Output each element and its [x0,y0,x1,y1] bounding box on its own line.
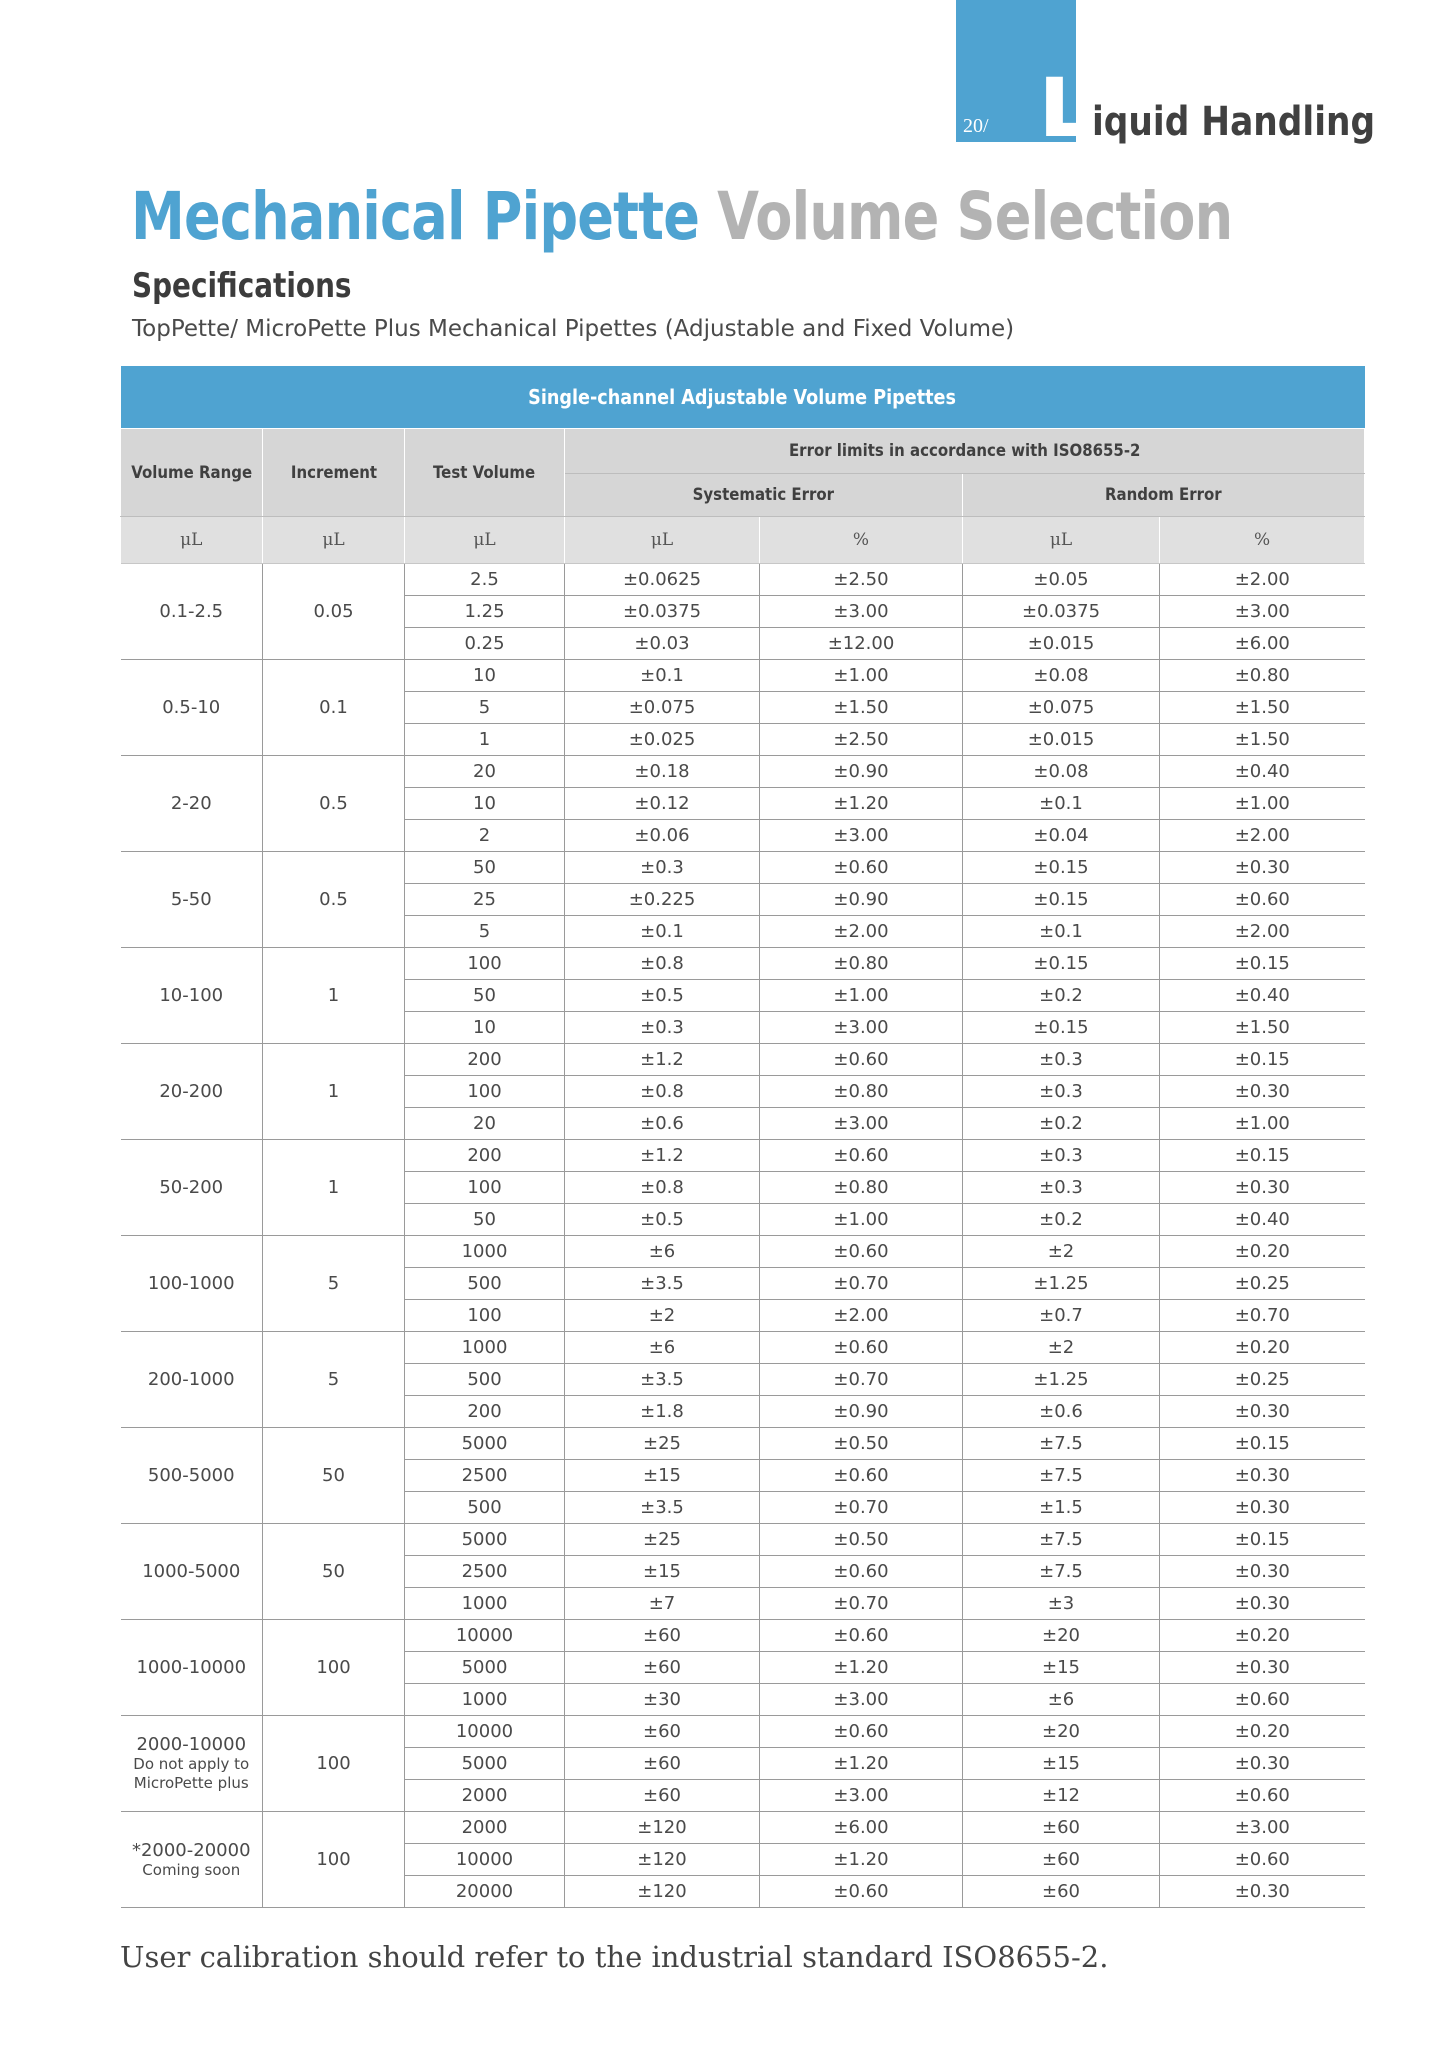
table-row [121,564,1365,596]
systematic-ul-cell: ±15 [565,1556,760,1588]
systematic-ul-cell: ±25 [565,1428,760,1460]
random-pct-cell: ±0.30 [1160,1460,1365,1492]
systematic-ul-cell: ±0.12 [565,788,760,820]
systematic-ul-cell: ±6 [565,1236,760,1268]
test-volume-cell: 5000 [405,1524,565,1556]
increment-cell: 50 [263,1428,405,1524]
volume-range-value: 5-50 [170,889,212,910]
random-ul-cell: ±0.1 [963,788,1160,820]
systematic-ul-cell: ±0.025 [565,724,760,756]
increment-cell: 5 [263,1236,405,1332]
table-row [121,1236,1365,1268]
systematic-ul-cell: ±0.18 [565,756,760,788]
random-ul-cell: ±0.3 [963,1076,1160,1108]
random-pct-cell: ±1.50 [1160,1012,1365,1044]
systematic-pct-cell: ±1.00 [760,1204,963,1236]
systematic-pct-cell: ±1.00 [760,660,963,692]
systematic-pct-cell: ±3.00 [760,1012,963,1044]
volume-range-value: 500-5000 [147,1465,235,1486]
systematic-ul-cell: ±120 [565,1812,760,1844]
volume-range-cell [121,1620,263,1716]
test-volume-cell: 1 [405,724,565,756]
volume-range-cell [121,660,263,756]
random-ul-cell: ±0.2 [963,980,1160,1012]
random-pct-cell: ±0.20 [1160,1716,1365,1748]
random-pct-cell: ±0.60 [1160,1844,1365,1876]
random-pct-cell: ±2.00 [1160,564,1365,596]
volume-range-cell [121,1428,263,1524]
systematic-ul-cell: ±0.1 [565,916,760,948]
random-ul-cell: ±0.015 [963,724,1160,756]
random-ul-cell: ±12 [963,1780,1160,1812]
random-pct-cell: ±0.60 [1160,1684,1365,1716]
unit-cell: % [760,517,963,564]
random-ul-cell: ±0.075 [963,692,1160,724]
systematic-ul-cell: ±0.5 [565,980,760,1012]
systematic-pct-cell: ±0.70 [760,1364,963,1396]
systematic-ul-cell: ±1.8 [565,1396,760,1428]
test-volume-cell: 500 [405,1364,565,1396]
test-volume-cell: 2000 [405,1812,565,1844]
page-number: 20/ [963,115,989,137]
increment-cell: 1 [263,1044,405,1140]
volume-range-value: 50-200 [159,1177,224,1198]
test-volume-cell: 200 [405,1044,565,1076]
test-volume-cell: 10000 [405,1844,565,1876]
random-pct-cell: ±1.00 [1160,1108,1365,1140]
test-volume-cell: 200 [405,1140,565,1172]
random-ul-cell: ±0.3 [963,1172,1160,1204]
systematic-pct-cell: ±0.60 [760,1716,963,1748]
systematic-ul-cell: ±60 [565,1748,760,1780]
volume-range-cell [121,948,263,1044]
systematic-ul-cell: ±0.3 [565,852,760,884]
test-volume-cell: 50 [405,980,565,1012]
systematic-ul-cell: ±0.8 [565,1076,760,1108]
test-volume-cell: 2500 [405,1556,565,1588]
increment-cell: 0.5 [263,852,405,948]
random-ul-cell: ±7.5 [963,1524,1160,1556]
systematic-ul-cell: ±60 [565,1716,760,1748]
section-initial: L [1040,64,1090,154]
random-pct-cell: ±1.50 [1160,724,1365,756]
table-row [121,1140,1365,1172]
systematic-pct-cell: ±3.00 [760,820,963,852]
test-volume-cell: 500 [405,1268,565,1300]
random-pct-cell: ±0.30 [1160,1556,1365,1588]
table-row [121,1332,1365,1364]
volume-range-value: 1000-5000 [142,1561,241,1582]
random-ul-cell: ±15 [963,1748,1160,1780]
systematic-ul-cell: ±0.03 [565,628,760,660]
test-volume-cell: 50 [405,1204,565,1236]
random-ul-cell: ±2 [963,1236,1160,1268]
random-ul-cell: ±0.3 [963,1140,1160,1172]
table-row [121,1716,1365,1748]
systematic-ul-cell: ±0.0625 [565,564,760,596]
volume-range-cell [121,852,263,948]
random-pct-cell: ±0.15 [1160,1044,1365,1076]
systematic-pct-cell: ±0.80 [760,948,963,980]
header-random-error: Random Error [963,474,1365,517]
random-pct-cell: ±0.70 [1160,1300,1365,1332]
test-volume-cell: 500 [405,1492,565,1524]
random-pct-cell: ±0.40 [1160,1204,1365,1236]
systematic-pct-cell: ±0.90 [760,1396,963,1428]
systematic-ul-cell: ±1.2 [565,1140,760,1172]
page-title [131,178,1232,255]
systematic-pct-cell: ±2.50 [760,724,963,756]
random-pct-cell: ±0.30 [1160,852,1365,884]
volume-range-value: *2000-20000 [131,1839,251,1861]
footer-note: User calibration should refer to the industrial standard ISO8655-2. [120,1940,1109,1974]
volume-range-value: 0.1-2.5 [159,601,224,622]
volume-range-cell [121,1044,263,1140]
unit-cell: μL [963,517,1160,564]
systematic-ul-cell: ±25 [565,1524,760,1556]
systematic-ul-cell: ±2 [565,1300,760,1332]
systematic-pct-cell: ±0.70 [760,1492,963,1524]
systematic-pct-cell: ±0.60 [760,1876,963,1908]
volume-range-value: 200-1000 [147,1369,235,1390]
unit-cell: μL [565,517,760,564]
systematic-ul-cell: ±3.5 [565,1364,760,1396]
random-pct-cell: ±0.20 [1160,1236,1365,1268]
random-ul-cell: ±0.15 [963,948,1160,980]
random-pct-cell: ±0.30 [1160,1172,1365,1204]
random-ul-cell: ±1.25 [963,1364,1160,1396]
systematic-pct-cell: ±3.00 [760,596,963,628]
table-row [121,660,1365,692]
systematic-pct-cell: ±0.80 [760,1172,963,1204]
systematic-ul-cell: ±0.3 [565,1012,760,1044]
test-volume-cell: 10 [405,1012,565,1044]
test-volume-cell: 2 [405,820,565,852]
systematic-pct-cell: ±0.90 [760,756,963,788]
table-row [121,948,1365,980]
test-volume-cell: 1000 [405,1236,565,1268]
test-volume-cell: 2000 [405,1780,565,1812]
random-pct-cell: ±0.30 [1160,1076,1365,1108]
systematic-pct-cell: ±1.20 [760,1652,963,1684]
random-pct-cell: ±0.60 [1160,884,1365,916]
unit-cell: μL [263,517,405,564]
random-ul-cell: ±3 [963,1588,1160,1620]
test-volume-cell: 10 [405,660,565,692]
systematic-ul-cell: ±6 [565,1332,760,1364]
systematic-pct-cell: ±0.60 [760,1236,963,1268]
random-pct-cell: ±3.00 [1160,1812,1365,1844]
test-volume-cell: 20000 [405,1876,565,1908]
systematic-pct-cell: ±3.00 [760,1780,963,1812]
random-ul-cell: ±6 [963,1684,1160,1716]
random-ul-cell: ±0.015 [963,628,1160,660]
systematic-pct-cell: ±12.00 [760,628,963,660]
random-pct-cell: ±0.25 [1160,1268,1365,1300]
volume-range-value: 100-1000 [147,1273,235,1294]
table-row [121,1044,1365,1076]
random-pct-cell: ±0.30 [1160,1588,1365,1620]
random-pct-cell: ±0.80 [1160,660,1365,692]
test-volume-cell: 50 [405,852,565,884]
increment-cell: 1 [263,948,405,1044]
random-ul-cell: ±2 [963,1332,1160,1364]
systematic-pct-cell: ±2.00 [760,916,963,948]
systematic-ul-cell: ±3.5 [565,1268,760,1300]
increment-cell: 1 [263,1140,405,1236]
random-pct-cell: ±3.00 [1160,596,1365,628]
increment-cell: 100 [263,1716,405,1812]
random-pct-cell: ±0.30 [1160,1876,1365,1908]
systematic-ul-cell: ±60 [565,1652,760,1684]
table-body [121,564,1365,1908]
test-volume-cell: 20 [405,1108,565,1140]
table-caption: Single-channel Adjustable Volume Pipettes [121,366,1365,429]
page-title-primary: Mechanical Pipette [131,178,700,255]
random-ul-cell: ±0.04 [963,820,1160,852]
increment-cell: 0.5 [263,756,405,852]
test-volume-cell: 0.25 [405,628,565,660]
volume-range-cell [121,1524,263,1620]
systematic-ul-cell: ±0.06 [565,820,760,852]
volume-range-value: 10-100 [159,985,224,1006]
systematic-pct-cell: ±6.00 [760,1812,963,1844]
random-ul-cell: ±0.15 [963,884,1160,916]
systematic-pct-cell: ±0.50 [760,1428,963,1460]
test-volume-cell: 5 [405,916,565,948]
random-ul-cell: ±0.05 [963,564,1160,596]
volume-range-cell [121,1716,263,1812]
random-ul-cell: ±0.2 [963,1204,1160,1236]
random-ul-cell: ±0.7 [963,1300,1160,1332]
random-pct-cell: ±0.30 [1160,1748,1365,1780]
test-volume-cell: 10000 [405,1716,565,1748]
random-ul-cell: ±7.5 [963,1428,1160,1460]
systematic-pct-cell: ±3.00 [760,1684,963,1716]
header-increment: Increment [263,429,405,517]
test-volume-cell: 100 [405,948,565,980]
header-error-limits: Error limits in accordance with ISO8655-2 [565,429,1365,474]
random-pct-cell: ±6.00 [1160,628,1365,660]
systematic-ul-cell: ±0.8 [565,948,760,980]
systematic-pct-cell: ±0.70 [760,1268,963,1300]
test-volume-cell: 25 [405,884,565,916]
random-pct-cell: ±0.60 [1160,1780,1365,1812]
test-volume-cell: 100 [405,1300,565,1332]
table-row [121,1812,1365,1844]
systematic-pct-cell: ±1.20 [760,1844,963,1876]
random-ul-cell: ±0.08 [963,756,1160,788]
systematic-pct-cell: ±0.80 [760,1076,963,1108]
random-ul-cell: ±0.0375 [963,596,1160,628]
increment-cell: 0.05 [263,564,405,660]
systematic-ul-cell: ±0.5 [565,1204,760,1236]
random-pct-cell: ±0.30 [1160,1652,1365,1684]
test-volume-cell: 10000 [405,1620,565,1652]
systematic-ul-cell: ±120 [565,1876,760,1908]
systematic-pct-cell: ±2.50 [760,564,963,596]
random-ul-cell: ±15 [963,1652,1160,1684]
systematic-pct-cell: ±0.60 [760,1460,963,1492]
systematic-pct-cell: ±3.00 [760,1108,963,1140]
test-volume-cell: 20 [405,756,565,788]
test-volume-cell: 100 [405,1172,565,1204]
random-pct-cell: ±0.25 [1160,1364,1365,1396]
header-volume-range: Volume Range [121,429,263,517]
random-ul-cell: ±20 [963,1716,1160,1748]
volume-range-cell [121,564,263,660]
systematic-pct-cell: ±1.20 [760,788,963,820]
random-pct-cell: ±0.40 [1160,756,1365,788]
page-title-secondary: Volume Selection [717,178,1233,255]
systematic-pct-cell: ±0.50 [760,1524,963,1556]
systematic-ul-cell: ±0.1 [565,660,760,692]
random-pct-cell: ±0.15 [1160,948,1365,980]
systematic-pct-cell: ±1.00 [760,980,963,1012]
table-row [121,852,1365,884]
random-pct-cell: ±2.00 [1160,820,1365,852]
systematic-pct-cell: ±0.60 [760,852,963,884]
systematic-pct-cell: ±0.60 [760,1332,963,1364]
systematic-ul-cell: ±7 [565,1588,760,1620]
random-ul-cell: ±0.2 [963,1108,1160,1140]
unit-cell: μL [121,517,263,564]
volume-range-note: Coming soon [142,1860,241,1879]
volume-range-cell [121,1332,263,1428]
random-ul-cell: ±7.5 [963,1556,1160,1588]
systematic-pct-cell: ±0.60 [760,1620,963,1652]
systematic-pct-cell: ±0.90 [760,884,963,916]
test-volume-cell: 5 [405,692,565,724]
test-volume-cell: 2.5 [405,564,565,596]
systematic-ul-cell: ±0.0375 [565,596,760,628]
random-pct-cell: ±0.30 [1160,1396,1365,1428]
section-title-rest: iquid Handling [1091,99,1375,145]
test-volume-cell: 200 [405,1396,565,1428]
table-row [121,1524,1365,1556]
random-ul-cell: ±0.08 [963,660,1160,692]
volume-range-value: 20-200 [159,1081,224,1102]
test-volume-cell: 10 [405,788,565,820]
random-pct-cell: ±0.40 [1160,980,1365,1012]
systematic-ul-cell: ±120 [565,1844,760,1876]
test-volume-cell: 1.25 [405,596,565,628]
table-row [121,756,1365,788]
random-pct-cell: ±1.00 [1160,788,1365,820]
test-volume-cell: 2500 [405,1460,565,1492]
systematic-ul-cell: ±0.075 [565,692,760,724]
test-volume-cell: 100 [405,1076,565,1108]
increment-cell: 100 [263,1620,405,1716]
test-volume-cell: 5000 [405,1652,565,1684]
increment-cell: 0.1 [263,660,405,756]
table-row [121,1428,1365,1460]
random-ul-cell: ±60 [963,1876,1160,1908]
systematic-pct-cell: ±0.60 [760,1140,963,1172]
systematic-ul-cell: ±3.5 [565,1492,760,1524]
systematic-ul-cell: ±60 [565,1620,760,1652]
systematic-pct-cell: ±0.70 [760,1588,963,1620]
random-ul-cell: ±1.25 [963,1268,1160,1300]
volume-range-value: 2000-10000 [136,1734,247,1756]
systematic-pct-cell: ±0.60 [760,1556,963,1588]
systematic-ul-cell: ±1.2 [565,1044,760,1076]
random-ul-cell: ±20 [963,1620,1160,1652]
increment-cell: 50 [263,1524,405,1620]
volume-range-cell [121,1140,263,1236]
subtitle: TopPette/ MicroPette Plus Mechanical Pipettes (Adjustable and Fixed Volume) [132,316,1015,342]
random-ul-cell: ±0.3 [963,1044,1160,1076]
systematic-ul-cell: ±60 [565,1780,760,1812]
systematic-ul-cell: ±0.6 [565,1108,760,1140]
volume-range-value: 0.5-10 [162,697,221,718]
random-pct-cell: ±0.20 [1160,1620,1365,1652]
systematic-pct-cell: ±0.60 [760,1044,963,1076]
random-ul-cell: ±0.6 [963,1396,1160,1428]
header-test-volume: Test Volume [405,429,565,517]
volume-range-cell [121,756,263,852]
volume-range-value: 2-20 [170,793,212,814]
systematic-pct-cell: ±1.50 [760,692,963,724]
random-pct-cell: ±1.50 [1160,692,1365,724]
volume-range-value: 1000-10000 [136,1657,247,1678]
systematic-pct-cell: ±2.00 [760,1300,963,1332]
systematic-ul-cell: ±0.225 [565,884,760,916]
random-ul-cell: ±0.15 [963,1012,1160,1044]
systematic-ul-cell: ±0.8 [565,1172,760,1204]
random-ul-cell: ±60 [963,1812,1160,1844]
test-volume-cell: 5000 [405,1748,565,1780]
header-systematic-error: Systematic Error [565,474,963,517]
random-pct-cell: ±0.15 [1160,1140,1365,1172]
volume-range-cell [121,1812,263,1908]
random-pct-cell: ±0.15 [1160,1428,1365,1460]
section-title [1040,64,1421,154]
systematic-pct-cell: ±1.20 [760,1748,963,1780]
systematic-ul-cell: ±30 [565,1684,760,1716]
random-ul-cell: ±7.5 [963,1460,1160,1492]
unit-cell: % [1160,517,1365,564]
random-ul-cell: ±0.15 [963,852,1160,884]
random-ul-cell: ±1.5 [963,1492,1160,1524]
specifications-heading: Specifications [132,266,352,306]
unit-cell: μL [405,517,565,564]
volume-range-note: Do not apply to MicroPette plus [133,1755,250,1792]
volume-range-cell [121,1236,263,1332]
test-volume-cell: 5000 [405,1428,565,1460]
increment-cell: 5 [263,1332,405,1428]
test-volume-cell: 1000 [405,1332,565,1364]
increment-cell: 100 [263,1812,405,1908]
random-pct-cell: ±0.20 [1160,1332,1365,1364]
random-pct-cell: ±2.00 [1160,916,1365,948]
systematic-ul-cell: ±15 [565,1460,760,1492]
test-volume-cell: 1000 [405,1588,565,1620]
spec-table [120,366,1365,1908]
random-pct-cell: ±0.15 [1160,1524,1365,1556]
test-volume-cell: 1000 [405,1684,565,1716]
random-ul-cell: ±60 [963,1844,1160,1876]
random-pct-cell: ±0.30 [1160,1492,1365,1524]
table-row [121,1620,1365,1652]
random-ul-cell: ±0.1 [963,916,1160,948]
